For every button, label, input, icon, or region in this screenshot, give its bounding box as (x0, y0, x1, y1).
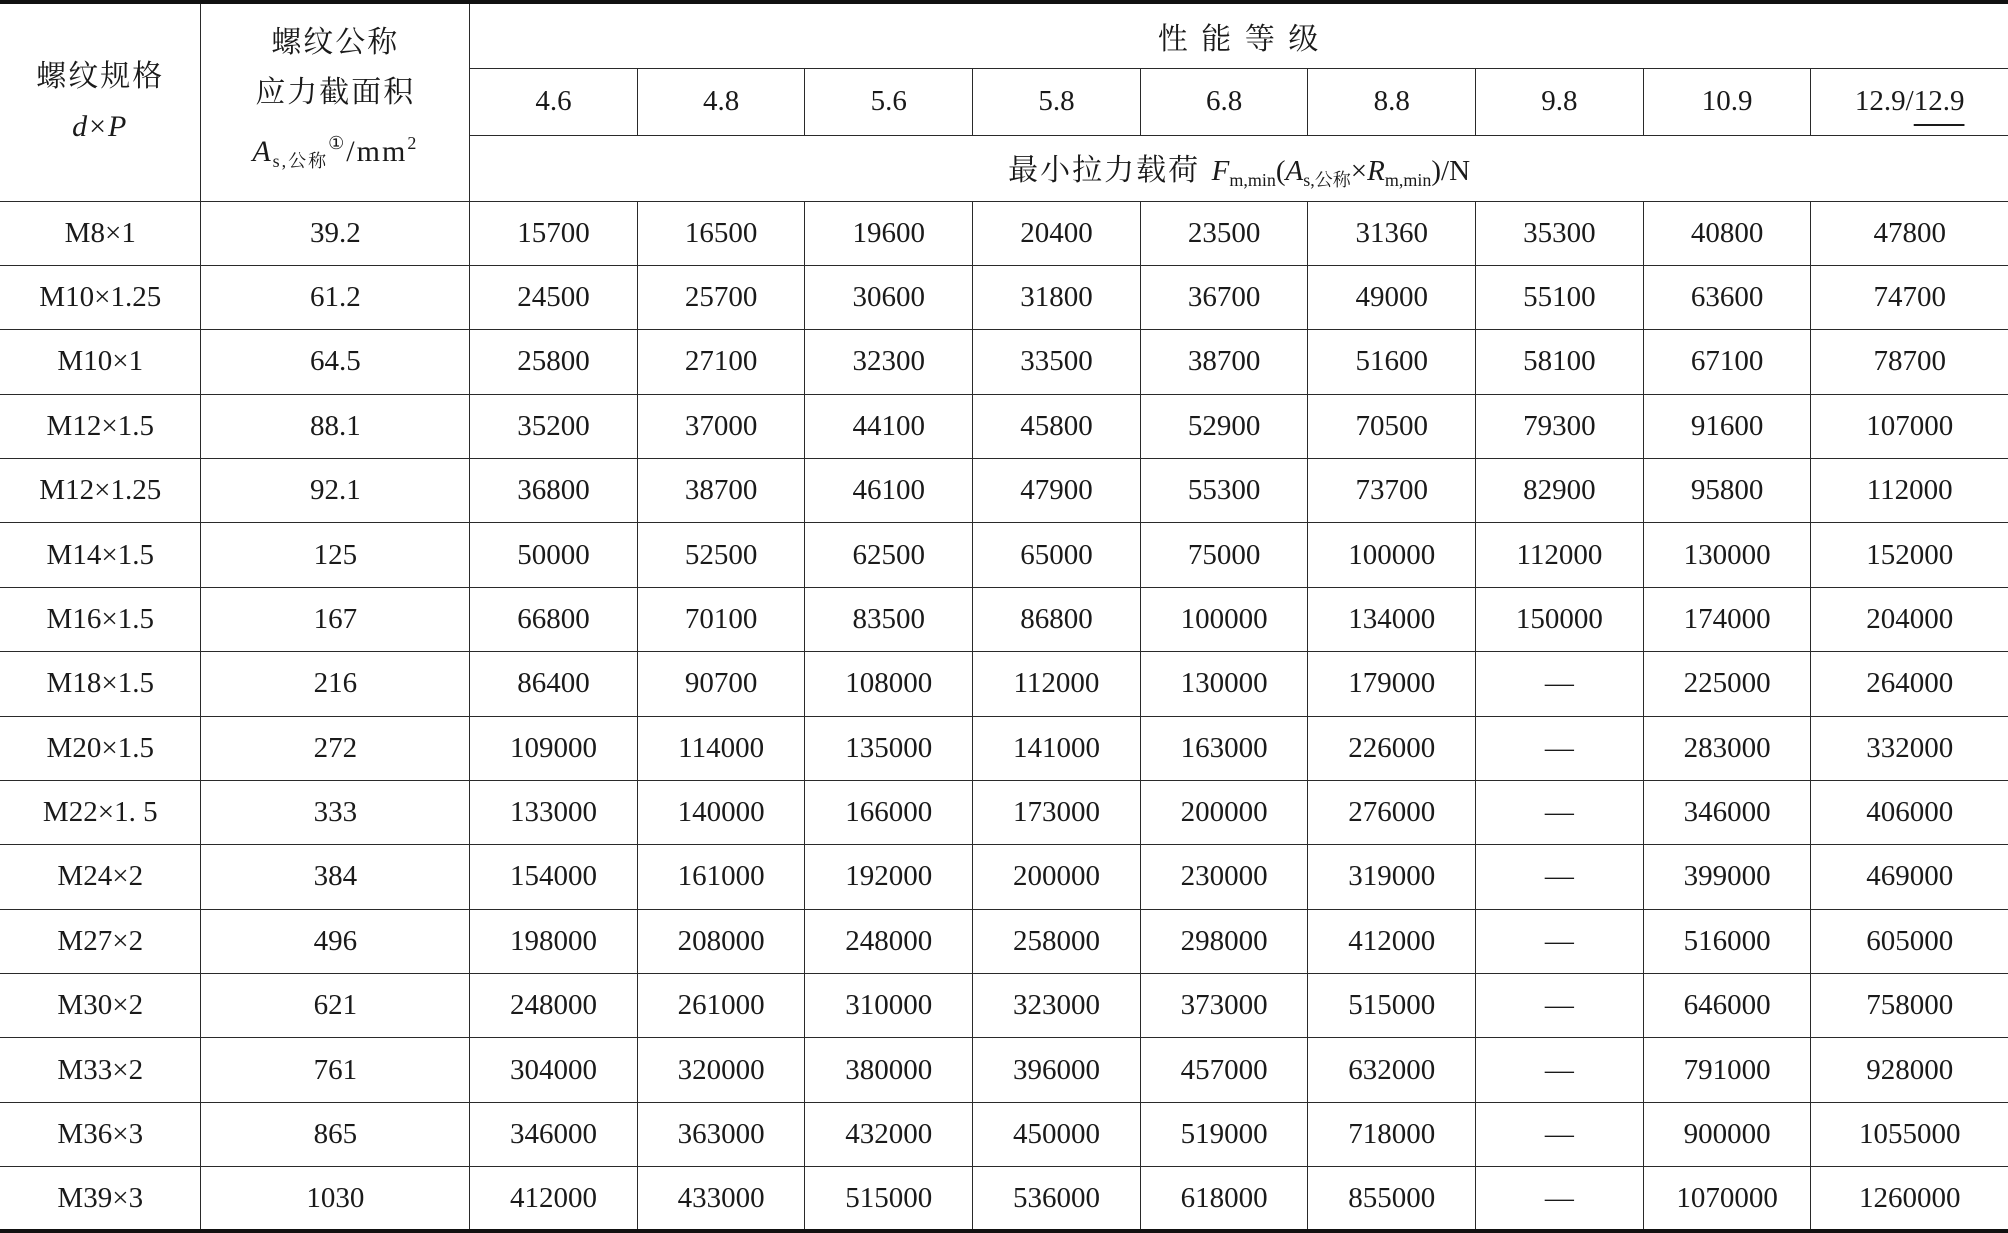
min-load-cell: 225000 (1643, 652, 1811, 716)
table-row (0, 909, 2008, 973)
min-load-cell: 450000 (973, 1102, 1141, 1166)
stress-area-cell: 216 (201, 652, 470, 716)
min-load-cell: 31360 (1308, 201, 1476, 265)
min-load-cell: 108000 (805, 652, 973, 716)
table-row (0, 845, 2008, 909)
grade-cell: 4.8 (637, 68, 805, 135)
min-load-cell: 135000 (805, 716, 973, 780)
min-load-cell: 536000 (973, 1167, 1141, 1231)
min-load-cell: 200000 (1140, 780, 1308, 844)
table-row (0, 523, 2008, 587)
min-load-cell: 31800 (973, 265, 1141, 329)
min-load-cell: 44100 (805, 394, 973, 458)
min-load-cell: — (1476, 1038, 1644, 1102)
stress-area-cell: 92.1 (201, 459, 470, 523)
min-load-cell: 24500 (470, 265, 638, 329)
min-load-cell: 62500 (805, 523, 973, 587)
min-load-cell: 363000 (637, 1102, 805, 1166)
table-row (0, 716, 2008, 780)
min-load-cell: 230000 (1140, 845, 1308, 909)
min-load-cell: 310000 (805, 974, 973, 1038)
min-load-cell: 37000 (637, 394, 805, 458)
times-sign-2: × (1350, 154, 1368, 187)
min-load-cell: 646000 (1643, 974, 1811, 1038)
min-load-cell: 406000 (1811, 780, 2008, 844)
thread-spec-cell: M30×2 (0, 974, 201, 1038)
min-load-cell: 632000 (1308, 1038, 1476, 1102)
thread-spec-cell: M12×1.25 (0, 459, 201, 523)
table-row (0, 394, 2008, 458)
min-load-header (470, 135, 2008, 201)
stress-area-cell: 272 (201, 716, 470, 780)
min-load-cell: 928000 (1811, 1038, 2008, 1102)
grade-cell: 6.8 (1140, 68, 1308, 135)
min-load-cell: 469000 (1811, 845, 2008, 909)
min-load-cell: 78700 (1811, 330, 2008, 394)
table-row (0, 265, 2008, 329)
thread-spec-cell: M16×1.5 (0, 587, 201, 651)
min-load-cell: 23500 (1140, 201, 1308, 265)
table-body (0, 201, 2008, 1231)
min-load-cell: — (1476, 1102, 1644, 1166)
min-load-cell: 1260000 (1811, 1167, 2008, 1231)
grade-cell: 5.6 (805, 68, 973, 135)
min-load-cell: 70500 (1308, 394, 1476, 458)
stress-area-cell: 1030 (201, 1167, 470, 1231)
thread-spec-cell: M10×1.25 (0, 265, 201, 329)
min-load-cell: 79300 (1476, 394, 1644, 458)
thread-spec-cell: M18×1.5 (0, 652, 201, 716)
min-load-cell: 519000 (1140, 1102, 1308, 1166)
min-load-cell: 58100 (1476, 330, 1644, 394)
paren-open: ( (1275, 154, 1286, 187)
min-load-cell: 112000 (1476, 523, 1644, 587)
stress-area-cell: 621 (201, 974, 470, 1038)
min-load-cell: 758000 (1811, 974, 2008, 1038)
table-row (0, 1038, 2008, 1102)
min-load-cell: 1070000 (1643, 1167, 1811, 1231)
min-load-cell: 74700 (1811, 265, 2008, 329)
min-load-cell: 130000 (1140, 652, 1308, 716)
load-unit: )/N (1431, 154, 1471, 187)
min-load-cell: 283000 (1643, 716, 1811, 780)
min-load-cell: 855000 (1308, 1167, 1476, 1231)
thread-spec-cell: M33×2 (0, 1038, 201, 1102)
min-load-cell: — (1476, 716, 1644, 780)
min-load-cell: 515000 (1308, 974, 1476, 1038)
min-load-cell: 52900 (1140, 394, 1308, 458)
table-row (0, 330, 2008, 394)
thread-spec-header (0, 2, 201, 201)
min-load-cell: 47900 (973, 459, 1141, 523)
min-load-cell: 323000 (973, 974, 1141, 1038)
min-load-cell: 412000 (1308, 909, 1476, 973)
thread-spec-cell: M39×3 (0, 1167, 201, 1231)
min-load-cell: 67100 (1643, 330, 1811, 394)
min-load-cell: 45800 (973, 394, 1141, 458)
var-a-subscript: s,公称 (272, 151, 329, 172)
var-p: P (108, 110, 129, 144)
min-load-cell: 399000 (1643, 845, 1811, 909)
min-load-cell: 1055000 (1811, 1102, 2008, 1166)
min-load-cell: 38700 (637, 459, 805, 523)
min-load-cell: 46100 (805, 459, 973, 523)
min-load-cell: 141000 (973, 716, 1141, 780)
min-load-cell: 332000 (1811, 716, 2008, 780)
min-load-cell: 30600 (805, 265, 973, 329)
min-load-cell: 179000 (1308, 652, 1476, 716)
grade-cell: 9.8 (1476, 68, 1644, 135)
min-load-cell: 133000 (470, 780, 638, 844)
min-load-cell: 204000 (1811, 587, 2008, 651)
min-load-cell: 276000 (1308, 780, 1476, 844)
var-a: A (252, 135, 273, 169)
min-load-cell: 40800 (1643, 201, 1811, 265)
grade-last-b: 12.9 (1913, 85, 1965, 117)
min-load-cell: — (1476, 652, 1644, 716)
stress-area-cell: 39.2 (201, 201, 470, 265)
min-load-cell: 718000 (1308, 1102, 1476, 1166)
min-load-cell: 83500 (805, 587, 973, 651)
var-f: F (1211, 154, 1230, 187)
times-sign: × (89, 110, 109, 144)
var-a2-subscript: s,公称 (1303, 169, 1351, 190)
min-load-cell: 55300 (1140, 459, 1308, 523)
min-load-cell: 112000 (1811, 459, 2008, 523)
stress-area-cell: 761 (201, 1038, 470, 1102)
min-load-cell: 163000 (1140, 716, 1308, 780)
stress-area-cell: 496 (201, 909, 470, 973)
stress-area-unit (201, 118, 469, 186)
min-load-cell: 346000 (470, 1102, 638, 1166)
min-load-cell: 192000 (805, 845, 973, 909)
min-load-cell: 152000 (1811, 523, 2008, 587)
min-load-cell: 173000 (973, 780, 1141, 844)
stress-area-cell: 125 (201, 523, 470, 587)
min-load-cell: 66800 (470, 587, 638, 651)
min-load-cell: 100000 (1308, 523, 1476, 587)
unit-exponent: 2 (407, 133, 419, 154)
min-load-cell: 19600 (805, 201, 973, 265)
min-load-cell: 304000 (470, 1038, 638, 1102)
min-load-cell: 90700 (637, 652, 805, 716)
table-row (0, 459, 2008, 523)
stress-area-label-2: 应力截面积 (255, 75, 416, 111)
min-load-cell: 63600 (1643, 265, 1811, 329)
thread-spec-cell: M36×3 (0, 1102, 201, 1166)
stress-area-cell: 64.5 (201, 330, 470, 394)
table-row (0, 974, 2008, 1038)
grade-cell: 5.8 (973, 68, 1141, 135)
min-load-cell: 605000 (1811, 909, 2008, 973)
stress-area-cell: 865 (201, 1102, 470, 1166)
table-row (0, 652, 2008, 716)
min-load-cell: 33500 (973, 330, 1141, 394)
min-load-cell: 47800 (1811, 201, 2008, 265)
min-load-cell: 91600 (1643, 394, 1811, 458)
min-load-cell: 174000 (1643, 587, 1811, 651)
min-load-cell: 36800 (470, 459, 638, 523)
min-load-cell: 412000 (470, 1167, 638, 1231)
min-load-cell: 258000 (973, 909, 1141, 973)
thread-spec-cell: M8×1 (0, 201, 201, 265)
min-load-cell: 82900 (1476, 459, 1644, 523)
min-load-cell: 208000 (637, 909, 805, 973)
footnote-marker: ① (328, 133, 347, 154)
grade-cell: 4.6 (470, 68, 638, 135)
min-load-cell: 134000 (1308, 587, 1476, 651)
min-load-cell: 154000 (470, 845, 638, 909)
min-load-cell: 25700 (637, 265, 805, 329)
min-load-cell: 86400 (470, 652, 638, 716)
thread-spec-cell: M20×1.5 (0, 716, 201, 780)
min-load-cell: 320000 (637, 1038, 805, 1102)
min-load-cell: 32300 (805, 330, 973, 394)
min-load-cell: 95800 (1643, 459, 1811, 523)
table-row (0, 201, 2008, 265)
var-d: d (72, 110, 90, 144)
min-load-cell: 457000 (1140, 1038, 1308, 1102)
thread-spec-cell: M27×2 (0, 909, 201, 973)
min-load-cell: 38700 (1140, 330, 1308, 394)
grade-cell: 8.8 (1308, 68, 1476, 135)
min-load-cell: 114000 (637, 716, 805, 780)
stress-area-header (201, 2, 470, 201)
min-load-cell: 161000 (637, 845, 805, 909)
min-load-cell: 73700 (1308, 459, 1476, 523)
stress-area-cell: 384 (201, 845, 470, 909)
min-load-cell: 51600 (1308, 330, 1476, 394)
stress-area-cell: 167 (201, 587, 470, 651)
min-load-cell: 109000 (470, 716, 638, 780)
table-header (0, 2, 2008, 201)
min-load-cell: 298000 (1140, 909, 1308, 973)
var-r: R (1367, 154, 1385, 187)
thread-spec-cell: M12×1.5 (0, 394, 201, 458)
min-load-cell: — (1476, 974, 1644, 1038)
stress-area-cell: 333 (201, 780, 470, 844)
property-class-title: 性 能 等 级 (470, 2, 2008, 68)
min-load-cell: 200000 (973, 845, 1141, 909)
min-load-cell: 25800 (470, 330, 638, 394)
min-load-cell: 75000 (1140, 523, 1308, 587)
min-load-cell: 150000 (1476, 587, 1644, 651)
min-load-cell: 396000 (973, 1038, 1141, 1102)
min-load-cell: 226000 (1308, 716, 1476, 780)
stress-area-cell: 61.2 (201, 265, 470, 329)
thread-spec-cell: M22×1. 5 (0, 780, 201, 844)
thread-spec-formula (0, 102, 200, 152)
min-load-cell: 516000 (1643, 909, 1811, 973)
min-load-cell: 261000 (637, 974, 805, 1038)
min-load-cell: 86800 (973, 587, 1141, 651)
min-load-cell: 618000 (1140, 1167, 1308, 1231)
min-load-cell: 65000 (973, 523, 1141, 587)
min-load-cell: 55100 (1476, 265, 1644, 329)
min-load-cell: 100000 (1140, 587, 1308, 651)
min-load-cell: — (1476, 780, 1644, 844)
min-load-cell: 248000 (470, 974, 638, 1038)
min-load-cell: 140000 (637, 780, 805, 844)
var-r-subscript: m,min (1384, 169, 1432, 190)
min-load-cell: — (1476, 909, 1644, 973)
grade-cell: 10.9 (1643, 68, 1811, 135)
min-load-cell: 900000 (1643, 1102, 1811, 1166)
min-load-cell: 432000 (805, 1102, 973, 1166)
thread-spec-label: 螺纹规格 (36, 59, 165, 95)
grade-cell-last (1811, 68, 2008, 135)
min-load-cell: 16500 (637, 201, 805, 265)
min-load-cell: 791000 (1643, 1038, 1811, 1102)
thread-spec-cell: M24×2 (0, 845, 201, 909)
min-load-cell: 70100 (637, 587, 805, 651)
thread-spec-cell: M10×1 (0, 330, 201, 394)
min-load-cell: — (1476, 1167, 1644, 1231)
table-row (0, 1167, 2008, 1231)
table-row (0, 1102, 2008, 1166)
min-load-cell: 264000 (1811, 652, 2008, 716)
var-a2: A (1285, 154, 1304, 187)
min-load-cell: 36700 (1140, 265, 1308, 329)
var-f-subscript: m,min (1229, 169, 1276, 190)
min-load-cell: — (1476, 845, 1644, 909)
min-load-cell: 319000 (1308, 845, 1476, 909)
table-row (0, 780, 2008, 844)
table-row (0, 587, 2008, 651)
min-load-cell: 515000 (805, 1167, 973, 1231)
min-load-label: 最小拉力载荷 (1008, 152, 1212, 188)
thread-spec-cell: M14×1.5 (0, 523, 201, 587)
min-load-cell: 346000 (1643, 780, 1811, 844)
min-load-cell: 49000 (1308, 265, 1476, 329)
stress-area-cell: 88.1 (201, 394, 470, 458)
min-load-cell: 248000 (805, 909, 973, 973)
min-load-cell: 15700 (470, 201, 638, 265)
min-load-cell: 35300 (1476, 201, 1644, 265)
min-load-cell: 107000 (1811, 394, 2008, 458)
min-load-cell: 166000 (805, 780, 973, 844)
min-load-cell: 433000 (637, 1167, 805, 1231)
stress-area-label-1: 螺纹公称 (271, 25, 400, 61)
min-load-cell: 52500 (637, 523, 805, 587)
grade-last-a: 12.9/ (1854, 85, 1914, 117)
min-load-cell: 198000 (470, 909, 638, 973)
min-load-cell: 35200 (470, 394, 638, 458)
min-load-cell: 112000 (973, 652, 1141, 716)
unit-mm: /mm (346, 135, 408, 169)
min-load-cell: 380000 (805, 1038, 973, 1102)
min-load-cell: 373000 (1140, 974, 1308, 1038)
min-load-cell: 50000 (470, 523, 638, 587)
min-load-cell: 27100 (637, 330, 805, 394)
min-load-cell: 20400 (973, 201, 1141, 265)
min-load-cell: 130000 (1643, 523, 1811, 587)
